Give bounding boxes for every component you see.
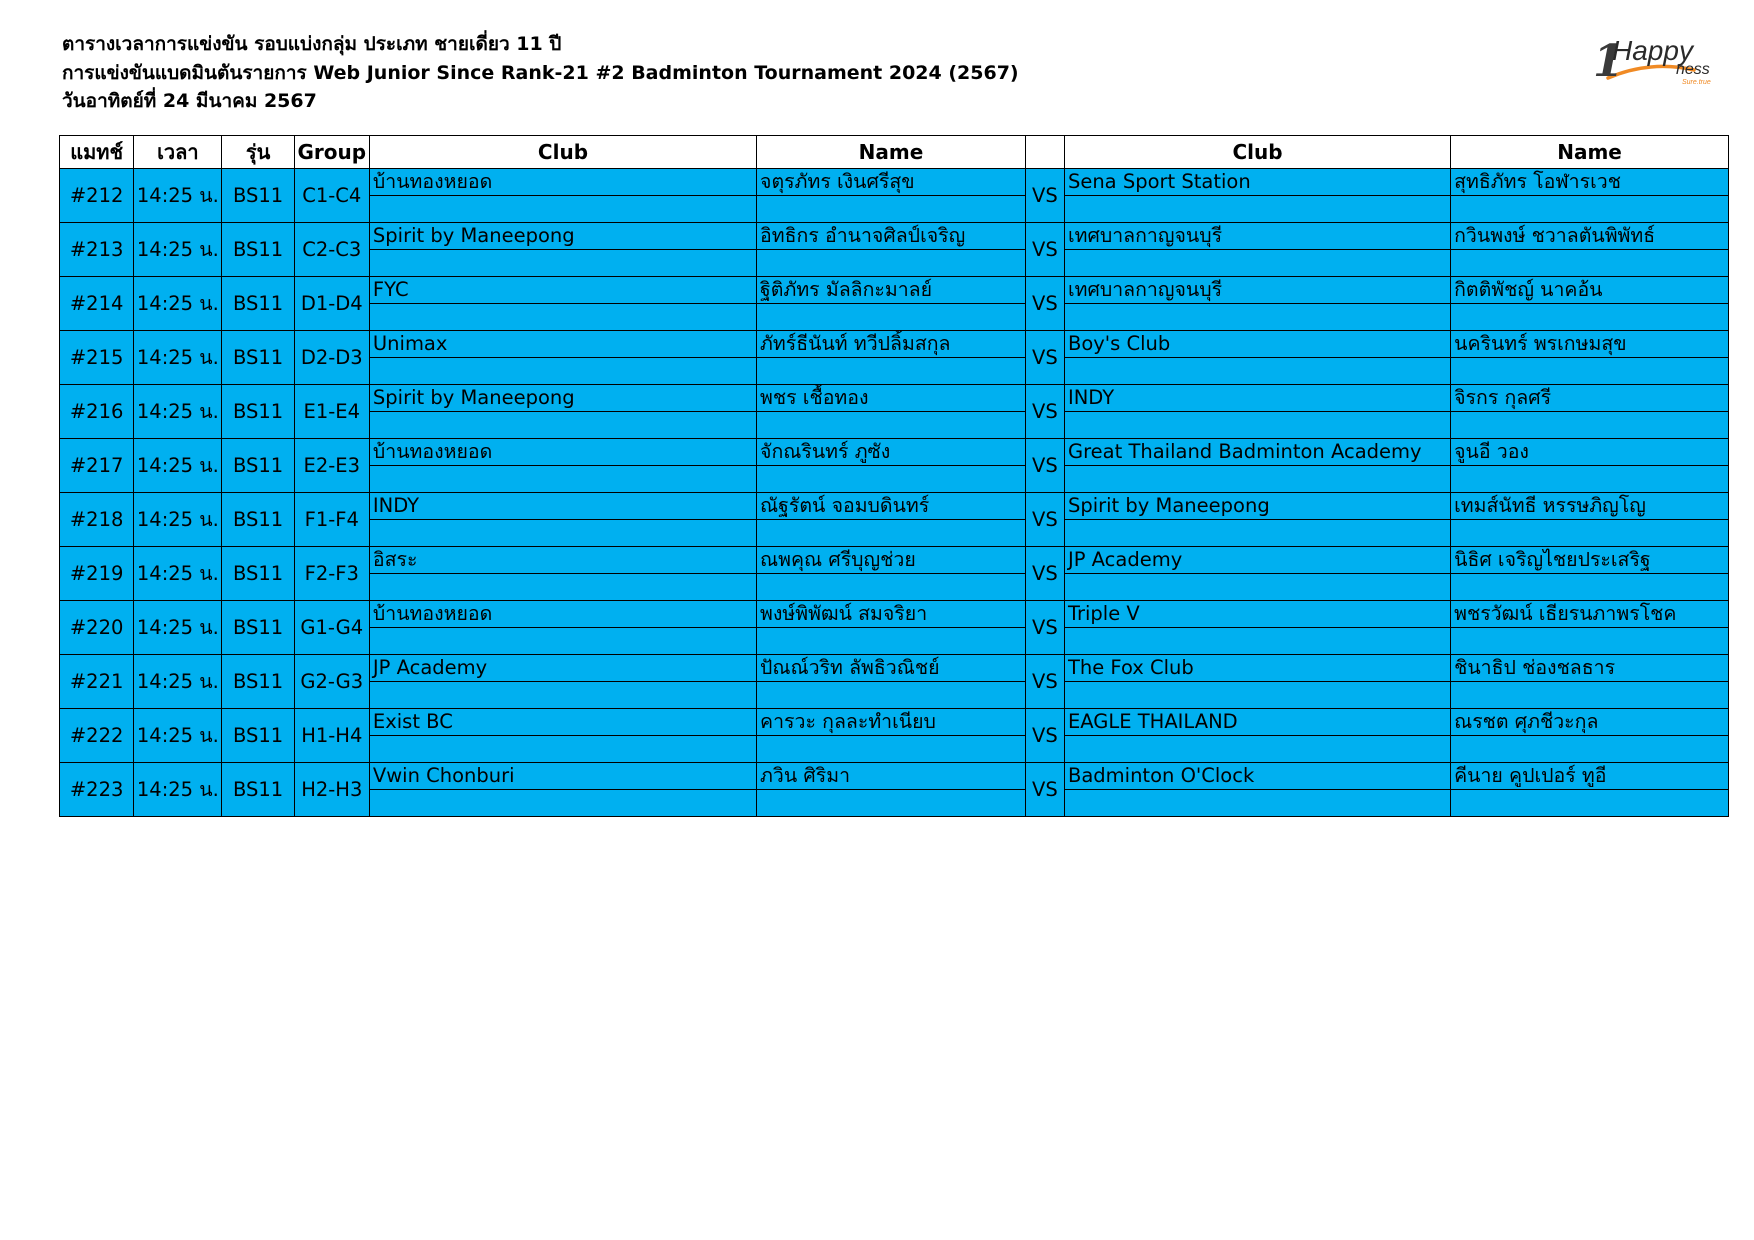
player2-name-cell: กิตติพัชญ์ นาคอ้น: [1451, 277, 1729, 304]
player1-name-cell: จักณรินทร์ ภูซัง: [757, 439, 1026, 466]
club2-partner-cell: [1064, 466, 1450, 493]
match-number-cell: #219: [60, 547, 134, 601]
player2-partner-cell: [1451, 628, 1729, 655]
club1-partner-cell: [369, 790, 756, 817]
club2-partner-cell: [1064, 736, 1450, 763]
player2-partner-cell: [1451, 574, 1729, 601]
player2-name-cell: ชินาธิป ช่องชลธาร: [1451, 655, 1729, 682]
player1-partner-cell: [757, 466, 1026, 493]
player2-partner-cell: [1451, 412, 1729, 439]
club2-partner-cell: [1064, 520, 1450, 547]
club2-partner-cell: [1064, 358, 1450, 385]
club1-cell: Unimax: [369, 331, 756, 358]
player1-partner-cell: [757, 250, 1026, 277]
player1-partner-cell: [757, 628, 1026, 655]
tournament-title: การแข่งขันแบดมินตันรายการ Web Junior Since Rank-21 #2 Badminton Tournament 2024 (2567): [62, 61, 1019, 84]
player1-partner-cell: [757, 304, 1026, 331]
table-row: [60, 493, 1729, 520]
club1-partner-cell: [369, 358, 756, 385]
schedule-body: [60, 169, 1729, 817]
player2-name-cell: นครินทร์ พรเกษมสุข: [1451, 331, 1729, 358]
group-cell: E2-E3: [294, 439, 369, 493]
player2-name-cell: คีนาย คูปเปอร์ ทูอี: [1451, 763, 1729, 790]
table-row: [60, 655, 1729, 682]
player1-partner-cell: [757, 736, 1026, 763]
club2-cell: Great Thailand Badminton Academy: [1064, 439, 1450, 466]
club1-partner-cell: [369, 520, 756, 547]
club1-partner-cell: [369, 196, 756, 223]
category-cell: BS11: [222, 277, 294, 331]
club1-cell: Exist BC: [369, 709, 756, 736]
club2-cell: เทศบาลกาญจนบุรี: [1064, 223, 1450, 250]
player1-partner-cell: [757, 196, 1026, 223]
match-schedule-table: [59, 135, 1729, 817]
club2-cell: INDY: [1064, 385, 1450, 412]
club1-partner-cell: [369, 250, 756, 277]
vs-cell: VS: [1025, 277, 1064, 331]
table-row: [60, 547, 1729, 574]
table-row: [60, 169, 1729, 196]
category-cell: BS11: [222, 547, 294, 601]
player1-name-cell: ณพคุณ ศรีบุญช่วย: [757, 547, 1026, 574]
category-cell: BS11: [222, 385, 294, 439]
match-number-cell: #216: [60, 385, 134, 439]
group-cell: F2-F3: [294, 547, 369, 601]
group-cell: D1-D4: [294, 277, 369, 331]
group-cell: D2-D3: [294, 331, 369, 385]
club1-cell: JP Academy: [369, 655, 756, 682]
club1-cell: บ้านทองหยอด: [369, 601, 756, 628]
column-header-club2: Club: [1064, 136, 1450, 169]
club1-cell: บ้านทองหยอด: [369, 439, 756, 466]
player1-partner-cell: [757, 790, 1026, 817]
player1-name-cell: อิทธิกร อำนาจศิลป์เจริญ: [757, 223, 1026, 250]
match-number-cell: #220: [60, 601, 134, 655]
table-row: [60, 709, 1729, 736]
player1-partner-cell: [757, 358, 1026, 385]
club2-cell: Boy's Club: [1064, 331, 1450, 358]
vs-cell: VS: [1025, 439, 1064, 493]
time-cell: 14:25 น.: [134, 763, 222, 817]
time-cell: 14:25 น.: [134, 439, 222, 493]
time-cell: 14:25 น.: [134, 277, 222, 331]
club2-cell: Triple V: [1064, 601, 1450, 628]
group-cell: G1-G4: [294, 601, 369, 655]
player1-name-cell: ภัทร์ธีนันท์ ทวีปลิ้มสกุล: [757, 331, 1026, 358]
player2-name-cell: เทมส์นัทธี หรรษภิญโญ: [1451, 493, 1729, 520]
category-cell: BS11: [222, 439, 294, 493]
column-header-club1: Club: [369, 136, 756, 169]
player2-name-cell: พชรวัฒน์ เธียรนภาพรโชค: [1451, 601, 1729, 628]
logo-wordmark-suffix: ness: [1676, 61, 1710, 78]
club1-cell: อิสระ: [369, 547, 756, 574]
club1-partner-cell: [369, 304, 756, 331]
time-cell: 14:25 น.: [134, 331, 222, 385]
match-number-cell: #212: [60, 169, 134, 223]
player1-name-cell: ฐิติภัทร มัลลิกะมาลย์: [757, 277, 1026, 304]
club1-partner-cell: [369, 466, 756, 493]
player1-name-cell: ปัณณ์วริท ลัพธิวณิชย์: [757, 655, 1026, 682]
time-cell: 14:25 น.: [134, 493, 222, 547]
player1-name-cell: จตุรภัทร เงินศรีสุข: [757, 169, 1026, 196]
club2-partner-cell: [1064, 250, 1450, 277]
vs-cell: VS: [1025, 223, 1064, 277]
player1-name-cell: ณัฐรัตน์ จอมบดินทร์: [757, 493, 1026, 520]
column-header-vs: [1025, 136, 1064, 169]
table-header-row: [60, 136, 1729, 169]
document-header: [62, 30, 1019, 116]
match-number-cell: #221: [60, 655, 134, 709]
player1-name-cell: พชร เชื้อทอง: [757, 385, 1026, 412]
club1-cell: INDY: [369, 493, 756, 520]
player1-partner-cell: [757, 412, 1026, 439]
player1-name-cell: พงษ์พิพัฒน์ สมจริยา: [757, 601, 1026, 628]
schedule-title: ตารางเวลาการแข่งขัน รอบแบ่งกลุ่ม ประเภท ชายเดี่ยว 11 ปี: [62, 33, 562, 55]
vs-cell: VS: [1025, 169, 1064, 223]
group-cell: G2-G3: [294, 655, 369, 709]
player2-partner-cell: [1451, 736, 1729, 763]
vs-cell: VS: [1025, 547, 1064, 601]
table-row: [60, 601, 1729, 628]
group-cell: H1-H4: [294, 709, 369, 763]
club2-cell: The Fox Club: [1064, 655, 1450, 682]
time-cell: 14:25 น.: [134, 601, 222, 655]
player2-name-cell: สุทธิภัทร โอฬารเวช: [1451, 169, 1729, 196]
match-number-cell: #217: [60, 439, 134, 493]
club2-partner-cell: [1064, 574, 1450, 601]
category-cell: BS11: [222, 493, 294, 547]
player1-partner-cell: [757, 574, 1026, 601]
category-cell: BS11: [222, 223, 294, 277]
club2-partner-cell: [1064, 628, 1450, 655]
match-number-cell: #222: [60, 709, 134, 763]
column-header-match: แมทช์: [60, 136, 134, 169]
player2-name-cell: ณรชต ศุภชีวะกุล: [1451, 709, 1729, 736]
happiness-logo: [1590, 30, 1720, 90]
club2-cell: Spirit by Maneepong: [1064, 493, 1450, 520]
match-number-cell: #215: [60, 331, 134, 385]
category-cell: BS11: [222, 763, 294, 817]
player2-name-cell: นิธิศ เจริญไชยประเสริฐ: [1451, 547, 1729, 574]
category-cell: BS11: [222, 331, 294, 385]
category-cell: BS11: [222, 601, 294, 655]
logo-numeral: 1: [1593, 36, 1624, 87]
club1-cell: Vwin Chonburi: [369, 763, 756, 790]
group-cell: C2-C3: [294, 223, 369, 277]
group-cell: F1-F4: [294, 493, 369, 547]
player1-partner-cell: [757, 520, 1026, 547]
club2-cell: EAGLE THAILAND: [1064, 709, 1450, 736]
vs-cell: VS: [1025, 709, 1064, 763]
match-number-cell: #213: [60, 223, 134, 277]
time-cell: 14:25 น.: [134, 169, 222, 223]
club1-partner-cell: [369, 574, 756, 601]
category-cell: BS11: [222, 655, 294, 709]
player2-name-cell: จิรกร กุลศรี: [1451, 385, 1729, 412]
column-header-group: Group: [294, 136, 369, 169]
club2-cell: เทศบาลกาญจนบุรี: [1064, 277, 1450, 304]
club2-partner-cell: [1064, 196, 1450, 223]
time-cell: 14:25 น.: [134, 655, 222, 709]
club1-cell: Spirit by Maneepong: [369, 223, 756, 250]
vs-cell: VS: [1025, 493, 1064, 547]
club1-cell: บ้านทองหยอด: [369, 169, 756, 196]
club2-partner-cell: [1064, 790, 1450, 817]
player2-partner-cell: [1451, 358, 1729, 385]
player2-partner-cell: [1451, 466, 1729, 493]
category-cell: BS11: [222, 709, 294, 763]
player1-partner-cell: [757, 682, 1026, 709]
club2-cell: Sena Sport Station: [1064, 169, 1450, 196]
time-cell: 14:25 น.: [134, 547, 222, 601]
club2-partner-cell: [1064, 682, 1450, 709]
vs-cell: VS: [1025, 601, 1064, 655]
match-number-cell: #223: [60, 763, 134, 817]
table-row: [60, 439, 1729, 466]
player2-partner-cell: [1451, 196, 1729, 223]
player2-name-cell: จูนอี วอง: [1451, 439, 1729, 466]
category-cell: BS11: [222, 169, 294, 223]
club2-cell: Badminton O'Clock: [1064, 763, 1450, 790]
player2-partner-cell: [1451, 520, 1729, 547]
table-row: [60, 277, 1729, 304]
group-cell: E1-E4: [294, 385, 369, 439]
player2-partner-cell: [1451, 790, 1729, 817]
club1-partner-cell: [369, 736, 756, 763]
player1-name-cell: ภวิน ศิริมา: [757, 763, 1026, 790]
club1-cell: FYC: [369, 277, 756, 304]
group-cell: C1-C4: [294, 169, 369, 223]
club1-partner-cell: [369, 682, 756, 709]
group-cell: H2-H3: [294, 763, 369, 817]
club1-partner-cell: [369, 628, 756, 655]
logo-tagline: Sure.true: [1682, 79, 1711, 86]
vs-cell: VS: [1025, 655, 1064, 709]
match-number-cell: #214: [60, 277, 134, 331]
column-header-name1: Name: [757, 136, 1026, 169]
player2-partner-cell: [1451, 250, 1729, 277]
club1-partner-cell: [369, 412, 756, 439]
table-row: [60, 331, 1729, 358]
event-date: วันอาทิตย์ที่ 24 มีนาคม 2567: [62, 90, 317, 112]
table-row: [60, 385, 1729, 412]
vs-cell: VS: [1025, 763, 1064, 817]
club2-partner-cell: [1064, 412, 1450, 439]
time-cell: 14:25 น.: [134, 385, 222, 439]
club1-cell: Spirit by Maneepong: [369, 385, 756, 412]
club2-partner-cell: [1064, 304, 1450, 331]
vs-cell: VS: [1025, 385, 1064, 439]
column-header-name2: Name: [1451, 136, 1729, 169]
player2-partner-cell: [1451, 682, 1729, 709]
player2-name-cell: กวินพงษ์ ชวาลตันพิพัทธ์: [1451, 223, 1729, 250]
player2-partner-cell: [1451, 304, 1729, 331]
vs-cell: VS: [1025, 331, 1064, 385]
player1-name-cell: คารวะ กุลละทำเนียบ: [757, 709, 1026, 736]
time-cell: 14:25 น.: [134, 709, 222, 763]
table-row: [60, 223, 1729, 250]
club2-cell: JP Academy: [1064, 547, 1450, 574]
column-header-category: รุ่น: [222, 136, 294, 169]
table-row: [60, 763, 1729, 790]
match-number-cell: #218: [60, 493, 134, 547]
column-header-time: เวลา: [134, 136, 222, 169]
logo-wordmark: Happy: [1612, 35, 1693, 66]
time-cell: 14:25 น.: [134, 223, 222, 277]
